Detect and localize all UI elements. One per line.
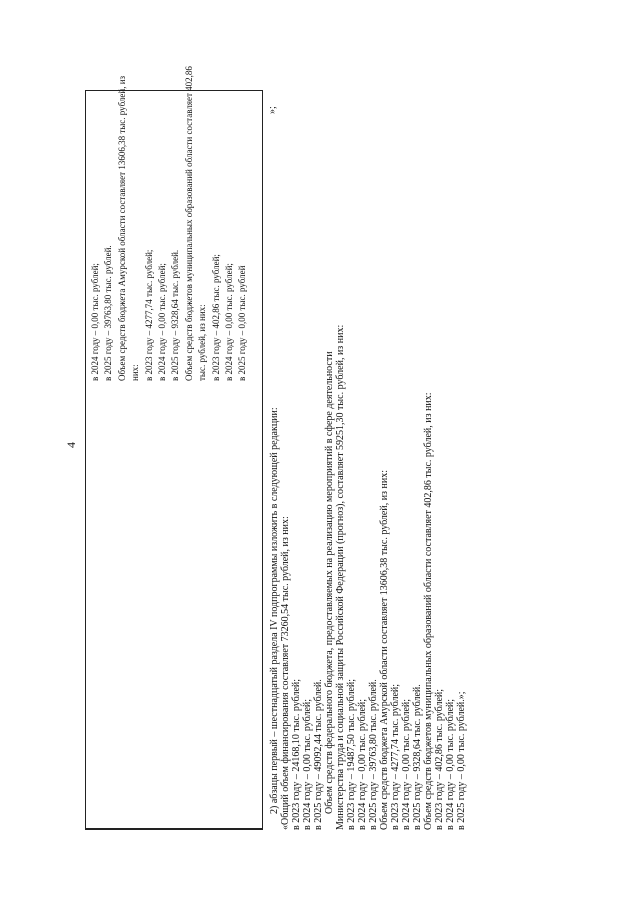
body-line: Объем средств бюджетов муниципальных образований области составляет 402,86 тыс. рублей, из них: <box>423 392 434 830</box>
table-column-divider <box>86 828 262 829</box>
body-line: в 2025 году – 39763,80 тыс. рублей. <box>368 679 379 830</box>
passport-table <box>85 66 263 830</box>
table-cell-line: в 2024 году – 0,00 тыс. рублей; <box>90 263 100 381</box>
rotated-page-content <box>85 66 467 830</box>
table-cell-line: в 2023 году – 4277,74 тыс. рублей; <box>143 249 154 381</box>
body-line: в 2023 году – 4277,74 тыс. рублей; <box>390 683 401 830</box>
body-line: Объем средств бюджета Амурской области составляет 13606,38 тыс. рублей, из них: <box>379 470 390 830</box>
body-line: в 2023 году – 402,86 тыс. рублей; <box>434 688 445 830</box>
body-line: Объем средств федерального бюджета, предоставляемых на реализацию мероприятий в сфере деятельности <box>324 351 335 814</box>
body-line: «Общий объем финансирования составляет 73260,54 тыс. рублей, из них: <box>280 516 291 830</box>
body-line: в 2023 году – 19487,50 тыс. рублей; <box>346 678 357 830</box>
body-line: в 2023 году – 24168,10 тыс. рублей; <box>291 678 302 830</box>
table-cell-line: в 2025 году – 0,00 тыс. рублей <box>237 265 248 381</box>
body-line: в 2024 году – 0,00 тыс. рублей; <box>302 698 313 830</box>
body-line: в 2025 году – 49092,44 тыс. рублей. <box>313 679 324 830</box>
table-cell-line: них: <box>130 364 141 381</box>
body-line: в 2025 году – 9328,64 тыс. рублей. <box>412 684 423 830</box>
table-cell-line: Объем средств бюджетов муниципальных образований области составляет 402,86 <box>183 66 194 381</box>
table-cell-line: тыс. рублей, из них: <box>197 304 208 381</box>
table-cell-line: в 2024 году – 0,00 тыс. рублей; <box>224 263 234 381</box>
body-line: Министерства труда и социальной защиты Российской Федерации (прогноз), составляет 59251,30 тыс. рублей, из них: <box>335 324 346 830</box>
body-line: в 2025 году – 0,00 тыс. рублей.»; <box>456 691 467 830</box>
body-line: в 2024 году – 0,00 тыс. рублей; <box>401 698 412 830</box>
table-cell-line: в 2025 году – 39763,80 тыс. рублей. <box>103 245 114 381</box>
table-cell-line: Объем средств бюджета Амурской области составляет 13606,38 тыс. рублей, из <box>116 75 127 381</box>
body-line: 2) абзацы первый – шестнадцатый раздела IV подпрограммы изложить в следующей редакции: <box>269 407 280 814</box>
page-number: 4 <box>64 442 78 448</box>
table-cell-line: в 2023 году – 402,86 тыс. рублей; <box>210 254 221 381</box>
body-line: в 2024 году – 0,00 тыс. рублей; <box>357 698 368 830</box>
body-line: в 2024 году – 0,00 тыс. рублей; <box>445 698 456 830</box>
table-cell-line: в 2024 году – 0,00 тыс. рублей; <box>157 263 167 381</box>
table-cell-line: в 2025 году – 9328,64 тыс. рублей. <box>170 249 181 381</box>
table-closing-mark: »; <box>267 106 278 114</box>
